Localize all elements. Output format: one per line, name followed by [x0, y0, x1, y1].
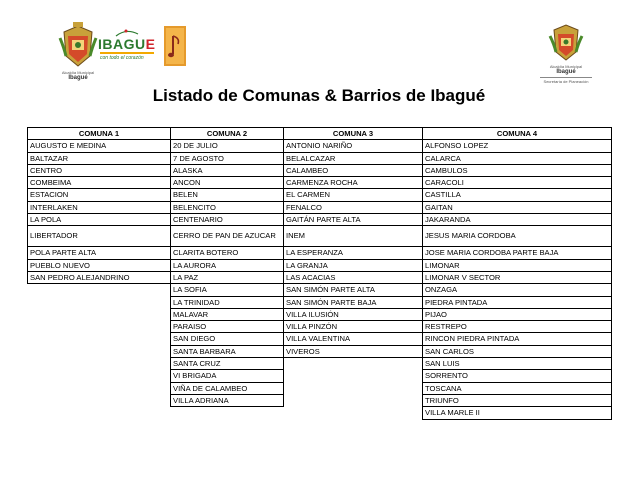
table-cell-comuna-4: PIJAO	[423, 308, 612, 320]
comunas-table	[27, 127, 612, 420]
table-row	[28, 308, 612, 320]
column-header-comuna-2: COMUNA 2	[171, 128, 284, 140]
table-row	[28, 189, 612, 201]
table-cell-comuna-4: CAMBULOS	[423, 164, 612, 176]
table-cell-comuna-2	[171, 407, 284, 419]
table-cell-comuna-3: LA GRANJA	[284, 259, 423, 271]
logo-left-caption: Alcaldía Municipal	[61, 70, 95, 75]
table-cell-comuna-3: CARMENZA ROCHA	[284, 177, 423, 189]
logo-right-name: Ibagué	[556, 69, 576, 75]
table-cell-comuna-4: CALARCA	[423, 152, 612, 164]
table-cell-comuna-1	[28, 321, 171, 333]
table-cell-comuna-2: SANTA CRUZ	[171, 358, 284, 370]
table-cell-comuna-1	[28, 345, 171, 357]
table-cell-comuna-2: MALAVAR	[171, 308, 284, 320]
table-cell-comuna-1: ESTACION	[28, 189, 171, 201]
table-cell-comuna-3: LAS ACACIAS	[284, 271, 423, 283]
table-cell-comuna-2: ALASKA	[171, 164, 284, 176]
table-cell-comuna-3: VIVEROS	[284, 345, 423, 357]
table-cell-comuna-3: BELALCAZAR	[284, 152, 423, 164]
table-cell-comuna-1: INTERLAKEN	[28, 201, 171, 213]
table-cell-comuna-1: SAN PEDRO ALEJANDRINO	[28, 271, 171, 283]
table-row	[28, 333, 612, 345]
table-cell-comuna-3: VILLA PINZÓN	[284, 321, 423, 333]
table-cell-comuna-4: JOSE MARIA CORDOBA PARTE BAJA	[423, 247, 612, 259]
table-row	[28, 394, 612, 406]
ibague-coat-of-arms-right	[543, 22, 589, 84]
music-note-icon	[164, 26, 186, 66]
table-cell-comuna-4: GAITAN	[423, 201, 612, 213]
table-cell-comuna-4: CASTILLA	[423, 189, 612, 201]
table-row	[28, 140, 612, 152]
table-row	[28, 152, 612, 164]
table-cell-comuna-1: POLA PARTE ALTA	[28, 247, 171, 259]
table-cell-comuna-3	[284, 358, 423, 370]
table-cell-comuna-4: CARACOLI	[423, 177, 612, 189]
brand-wordmark-e: E	[145, 36, 156, 52]
table-cell-comuna-1	[28, 358, 171, 370]
brand-tagline: con todo el corazón	[100, 55, 144, 61]
table-row	[28, 214, 612, 226]
table-cell-comuna-1: LA POLA	[28, 214, 171, 226]
table-cell-comuna-2: SANTA BARBARA	[171, 345, 284, 357]
table-cell-comuna-4: TRIUNFO	[423, 394, 612, 406]
table-cell-comuna-2: CERRO DE PAN DE AZUCAR	[171, 226, 284, 247]
table-cell-comuna-2: ANCON	[171, 177, 284, 189]
table-cell-comuna-4: VILLA MARLE II	[423, 407, 612, 419]
table-row	[28, 247, 612, 259]
table-cell-comuna-3	[284, 382, 423, 394]
table-row	[28, 201, 612, 213]
music-city-logo	[164, 26, 186, 66]
table-row	[28, 164, 612, 176]
table-cell-comuna-1	[28, 333, 171, 345]
table-cell-comuna-4: SAN CARLOS	[423, 345, 612, 357]
table-cell-comuna-2: CENTENARIO	[171, 214, 284, 226]
ibague-brand-logo	[98, 28, 154, 68]
table-header-row	[28, 128, 612, 140]
table-cell-comuna-3: VILLA ILUSIÓN	[284, 308, 423, 320]
table-cell-comuna-1	[28, 308, 171, 320]
table-cell-comuna-2: LA SOFIA	[171, 284, 284, 296]
table-row	[28, 226, 612, 247]
table-row	[28, 345, 612, 357]
table-cell-comuna-1	[28, 370, 171, 382]
table-cell-comuna-3: CALAMBEO	[284, 164, 423, 176]
table-cell-comuna-3: ANTONIO NARIÑO	[284, 140, 423, 152]
table-cell-comuna-1	[28, 296, 171, 308]
table-cell-comuna-4: JAKARANDA	[423, 214, 612, 226]
table-cell-comuna-3: SAN SIMÓN PARTE ALTA	[284, 284, 423, 296]
table-cell-comuna-4: RINCON PIEDRA PINTADA	[423, 333, 612, 345]
table-cell-comuna-4: LIMONAR	[423, 259, 612, 271]
table-cell-comuna-1	[28, 394, 171, 406]
table-cell-comuna-3	[284, 370, 423, 382]
page-title: Listado de Comunas & Barrios de Ibagué	[152, 86, 486, 105]
table-cell-comuna-1	[28, 407, 171, 419]
table-cell-comuna-4: ONZAGA	[423, 284, 612, 296]
table-cell-comuna-4: PIEDRA PINTADA	[423, 296, 612, 308]
table-cell-comuna-1: AUGUSTO E MEDINA	[28, 140, 171, 152]
table-row	[28, 271, 612, 283]
table-cell-comuna-1: LIBERTADOR	[28, 226, 171, 247]
table-cell-comuna-2: VILLA ADRIANA	[171, 394, 284, 406]
column-header-comuna-3: COMUNA 3	[284, 128, 423, 140]
table-cell-comuna-2: 20 DE JULIO	[171, 140, 284, 152]
ibague-coat-of-arms-left	[58, 22, 98, 81]
table-cell-comuna-1: COMBEIMA	[28, 177, 171, 189]
table-cell-comuna-4: ALFONSO LOPEZ	[423, 140, 612, 152]
coat-of-arms-icon	[58, 22, 98, 70]
logo-right-caption: Alcaldía Municipal	[549, 64, 583, 69]
table-cell-comuna-4: LIMONAR V SECTOR	[423, 271, 612, 283]
brand-wordmark	[98, 36, 155, 52]
table-cell-comuna-3: FENALCO	[284, 201, 423, 213]
table-cell-comuna-2: LA PAZ	[171, 271, 284, 283]
table-cell-comuna-3	[284, 394, 423, 406]
table-cell-comuna-1: PUEBLO NUEVO	[28, 259, 171, 271]
table-cell-comuna-2: CLARITA BOTERO	[171, 247, 284, 259]
table-cell-comuna-2: BELENCITO	[171, 201, 284, 213]
table-cell-comuna-3: SAN SIMÓN PARTE BAJA	[284, 296, 423, 308]
table-cell-comuna-4: RESTREPO	[423, 321, 612, 333]
table-body	[28, 140, 612, 419]
table-cell-comuna-3: VILLA VALENTINA	[284, 333, 423, 345]
table-cell-comuna-3: EL CARMEN	[284, 189, 423, 201]
table-row	[28, 382, 612, 394]
table-row	[28, 407, 612, 419]
logo-right-subtitle: Secretaría de Planeación	[540, 77, 592, 84]
brand-wordmark-main: IBAGU	[98, 36, 146, 52]
table-row	[28, 370, 612, 382]
table-row	[28, 284, 612, 296]
table-cell-comuna-3: INEM	[284, 226, 423, 247]
table-cell-comuna-3: GAITÁN PARTE ALTA	[284, 214, 423, 226]
table-cell-comuna-1	[28, 382, 171, 394]
table-cell-comuna-2: 7 DE AGOSTO	[171, 152, 284, 164]
table-row	[28, 358, 612, 370]
table-cell-comuna-2: PARAISO	[171, 321, 284, 333]
table-cell-comuna-2: LA AURORA	[171, 259, 284, 271]
table-cell-comuna-2: LA TRINIDAD	[171, 296, 284, 308]
logo-left-name: Ibagué	[68, 75, 88, 81]
table-cell-comuna-4: TOSCANA	[423, 382, 612, 394]
table-row	[28, 321, 612, 333]
column-header-comuna-4: COMUNA 4	[423, 128, 612, 140]
table-cell-comuna-4: JESUS MARIA CORDOBA	[423, 226, 612, 247]
table-row	[28, 177, 612, 189]
table-cell-comuna-2: VI BRIGADA	[171, 370, 284, 382]
table-cell-comuna-3: LA ESPERANZA	[284, 247, 423, 259]
coat-of-arms-icon	[546, 22, 586, 64]
table-cell-comuna-1: BALTAZAR	[28, 152, 171, 164]
table-row	[28, 296, 612, 308]
table-cell-comuna-2: VIÑA DE CALAMBEO	[171, 382, 284, 394]
table-row	[28, 259, 612, 271]
table-cell-comuna-2: SAN DIEGO	[171, 333, 284, 345]
table-cell-comuna-4: SAN LUIS	[423, 358, 612, 370]
table-cell-comuna-2: BELEN	[171, 189, 284, 201]
table-cell-comuna-4: SORRENTO	[423, 370, 612, 382]
brand-underline	[100, 52, 154, 54]
table-cell-comuna-3	[284, 407, 423, 419]
table-cell-comuna-1	[28, 284, 171, 296]
table-cell-comuna-1: CENTRO	[28, 164, 171, 176]
column-header-comuna-1: COMUNA 1	[28, 128, 171, 140]
